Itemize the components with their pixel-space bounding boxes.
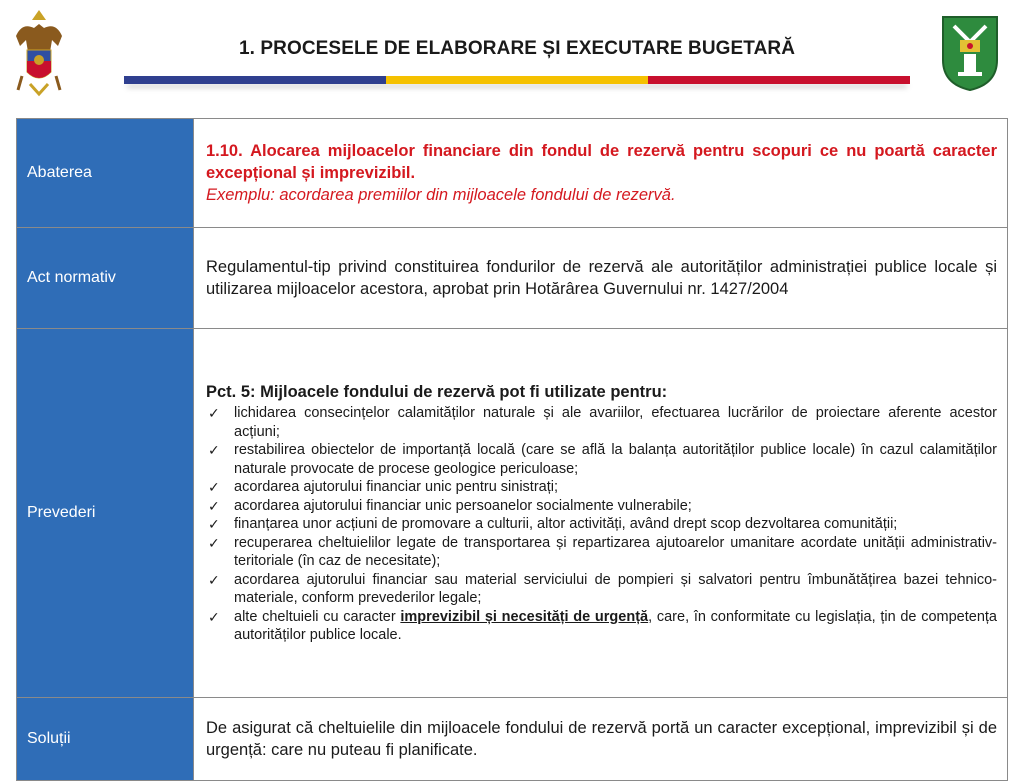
list-item: ✓ finanțarea unor acțiuni de promovare a culturii, altor activități, având drept scop dezvoltarea comunității; xyxy=(208,516,898,533)
row-content-act: Regulamentul-tip privind constituirea fondurilor de rezervă ale autorităților administrației publice locale și utilizarea mijloacelor acestora, aprobat prin Hotărârea Guvernului nr. 1427/2004 xyxy=(194,228,1008,329)
check-icon: ✓ xyxy=(208,571,220,588)
row-label-act: Act normativ xyxy=(17,228,194,329)
check-icon: ✓ xyxy=(208,608,220,625)
check-icon: ✓ xyxy=(208,442,220,459)
district-coat-of-arms-icon xyxy=(940,14,1000,92)
list-item: ✓ acordarea ajutorului financiar unic persoanelor socialmente vulnerabile; xyxy=(208,497,692,514)
check-icon: ✓ xyxy=(208,405,220,422)
row-content-solutii: De asigurat că cheltuielile din mijloacele fondului de rezervă portă un caracter excepțional, imprevizibil și de urgență: care nu puteau fi planificate. xyxy=(194,698,1008,781)
tricolor-stripe xyxy=(124,76,910,84)
table-row-abaterea xyxy=(17,119,1008,228)
moldova-coat-of-arms-icon xyxy=(12,6,66,100)
deviation-heading: 1.10. Alocarea mijloacelor financiare din fondul de rezervă pentru scopuri ce nu poartă caracter excepțional și imprevizibil. xyxy=(206,142,997,182)
list-item: ✓ acordarea ajutorului financiar sau material serviciului de pompieri și salvatori pentru îmbunătățirea bazei tehnico-materiale, conform prevederilor legale; xyxy=(208,571,997,607)
table-row-solutii xyxy=(17,698,1008,781)
check-icon: ✓ xyxy=(208,497,220,514)
list-item: ✓ recuperarea cheltuielilor legate de transportarea și repartizarea ajutoarelor umanitare acordate unității administrativ-teritoriale (în caz de necesitate); xyxy=(208,534,997,570)
row-label-prevederi: Prevederi xyxy=(17,329,194,698)
check-icon: ✓ xyxy=(208,479,220,496)
page-title: 1. PROCESELE DE ELABORARE ȘI EXECUTARE BUGETARĂ xyxy=(238,38,796,59)
list-item: ✓ acordarea ajutorului financiar unic pentru sinistrați; xyxy=(208,479,559,496)
emphasis-text: imprevizibil și necesități de urgență xyxy=(400,608,649,625)
check-icon: ✓ xyxy=(208,516,220,533)
row-label-solutii: Soluții xyxy=(17,698,194,781)
row-content-prevederi xyxy=(194,329,1008,698)
list-item: ✓ alte cheltuieli cu caracter imprevizibil și necesități de urgență, care, în conformitate cu legislația, țin de competența autorităților publice locale. xyxy=(208,608,997,644)
row-label-abaterea: Abaterea xyxy=(17,119,194,228)
provision-heading: Pct. 5: Mijloacele fondului de rezervă pot fi utilizate pentru: xyxy=(206,383,668,402)
check-icon: ✓ xyxy=(208,534,220,551)
row-content-abaterea xyxy=(194,119,1008,228)
table-row-prevederi xyxy=(17,329,1008,698)
list-item: ✓ lichidarea consecințelor calamităților naturale și ale avariilor, efectuarea lucrărilor de proiectare aferente acestor acțiuni; xyxy=(208,405,997,440)
provision-list xyxy=(206,404,997,645)
analysis-table xyxy=(16,118,1008,781)
deviation-example: Exemplu: acordarea premiilor din mijloacele fondului de rezervă. xyxy=(206,186,676,204)
table-row-act xyxy=(17,228,1008,329)
list-item: ✓ restabilirea obiectelor de importanță locală (care se află la balanța autorităților publice locale) în cazul calamităților naturale provocate de procese geologice periculoase; xyxy=(208,442,997,477)
